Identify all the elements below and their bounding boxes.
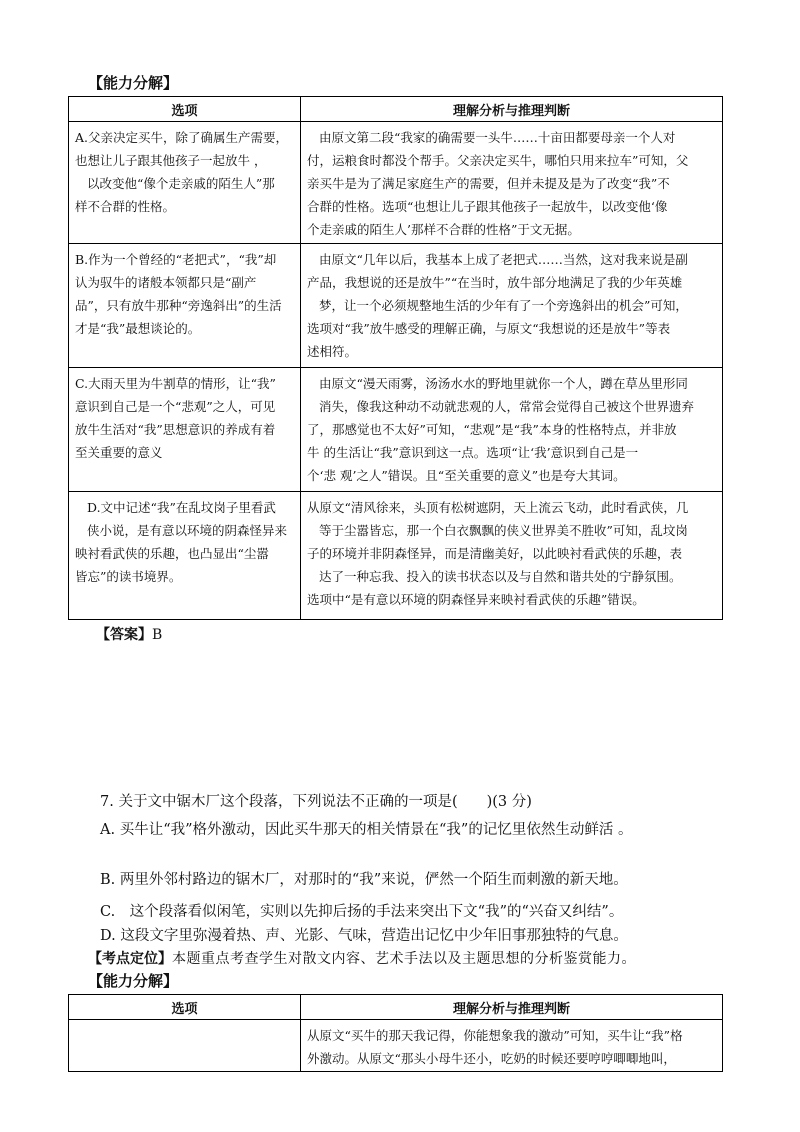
focus-line <box>88 948 636 968</box>
option-line: 至关重要的意义 <box>75 445 163 460</box>
table-row <box>69 122 723 244</box>
table-row <box>69 368 723 492</box>
analysis-line: 合群的性格。选项“也想让儿子跟其他孩子一起放牛，以改变他‘像 <box>307 199 668 214</box>
analysis-table-1 <box>68 96 723 620</box>
option-line: 样不合群的性格。 <box>75 199 176 214</box>
question-stem: 7. 关于文中锯木厂这个段落，下列说法不正确的一项是( )(3 分) <box>100 794 532 810</box>
analysis-line: 选项中“是有意以环境的阴森怪异来映衬看武侠的乐趣”错误。 <box>307 592 645 607</box>
col-header-option: 选项 <box>69 995 301 1020</box>
focus-label: 【考点定位】 <box>88 951 172 967</box>
option-empty <box>69 1020 300 1024</box>
option-line: D.文中记述“我”在乱坟岗子里看武 <box>87 500 276 515</box>
analysis-line: 从原文“清风徐来，头顶有松树遮阴，天上流云飞动，此时看武侠，几 <box>307 500 689 515</box>
analysis-line: 述相符。 <box>307 344 358 359</box>
option-line: 映衬看武侠的乐趣，也凸显出“尘嚣 <box>75 546 269 561</box>
col-header-analysis: 理解分析与推理判断 <box>301 97 723 122</box>
option-line: 认为驭牛的诸般本领都只是“副产 <box>75 275 257 290</box>
analysis-b <box>301 244 722 363</box>
option-line: 侠小说，是有意以环境的阴森怪异来 <box>87 523 288 538</box>
analysis-line: 等于尘嚣皆忘，那一个白衣飘飘的侠义世界美不胜收”可知，乱坟岗 <box>319 523 688 538</box>
analysis-line: 由原文“几年以后，我基本上成了老把式……当然，这对我来说是副 <box>319 252 688 267</box>
section-heading-2: 【能力分解】 <box>88 972 179 990</box>
analysis-line: 个‘悲 观’之人”错误。且“至关重要的意义”也是夸大其词。 <box>307 468 626 483</box>
table-row <box>69 1020 723 1072</box>
option-b <box>69 244 300 340</box>
analysis-line: 梦，让一个必须规整地生活的少年有了一个旁逸斜出的机会”可知， <box>319 298 688 313</box>
table-header-row <box>69 995 723 1020</box>
analysis-line: 消失，像我这种动不动就悲观的人，常常会觉得自己被这个世界遗弃 <box>319 399 695 414</box>
analysis-line: 子的环境并非阴森怪异，而是清幽美好，以此映衬看武侠的乐趣，表 <box>307 546 683 561</box>
analysis-a <box>301 122 722 241</box>
answer-label: 【答案】 <box>96 627 152 643</box>
choice-a: A. 买牛让“我”格外激动，因此买牛那天的相关情景在“我”的记忆里依然生动鲜活 。 <box>100 822 633 838</box>
answer-value: B <box>152 627 163 643</box>
option-line: B.作为一个曾经的“老把式”，“我”却 <box>75 252 277 267</box>
analysis-line: 外激动。从原文“那头小母牛还小，吃奶的时候还要哼哼唧唧地叫， <box>307 1051 676 1066</box>
analysis-line: 付，运粮食时都没个帮手。父亲决定买牛，哪怕只用来拉车”可知，父 <box>307 153 689 168</box>
analysis-table-2 <box>68 994 723 1072</box>
analysis-d <box>301 492 722 611</box>
option-line: C.大雨天里为牛割草的情形，让“我” <box>75 376 276 391</box>
section-heading-1: 【能力分解】 <box>88 74 179 92</box>
analysis-a <box>301 1020 722 1070</box>
option-a <box>69 122 300 218</box>
table-row <box>69 492 723 620</box>
option-line: 也想让儿子跟其他孩子一起放牛 ， <box>75 153 267 168</box>
col-header-analysis: 理解分析与推理判断 <box>301 995 723 1020</box>
analysis-line: 产品，我想说的还是放牛”“在当时，放牛部分地满足了我的少年英雄 <box>307 275 683 290</box>
option-line: 皆忘”的读书境界。 <box>75 569 182 584</box>
option-line: 品”，只有放牛那种“旁逸斜出”的生活 <box>75 298 282 313</box>
analysis-line: 亲买牛是为了满足家庭生产的需要，但并未提及是为了改变“我”不 <box>307 176 670 191</box>
option-line: A.父亲决定买牛，除了确属生产需要， <box>75 130 289 145</box>
option-line: 才是“我”最想谈论的。 <box>75 321 201 336</box>
choice-b: B. 两里外邻村路边的锯木厂，对那时的“我”来说，俨然一个陌生而刺激的新天地。 <box>100 872 628 888</box>
option-c <box>69 368 300 464</box>
analysis-line: 了，那感觉也不太好”可知，“悲观”是“我”本身的性格特点，并非放 <box>307 422 677 437</box>
analysis-line: 由原文第二段“我家的确需要一头牛……十亩田都要母亲一个人对 <box>319 130 676 145</box>
choice-d: D. 这段文字里弥漫着热、声、光影、气味，营造出记忆中少年旧事那独特的气息。 <box>100 928 628 944</box>
analysis-line: 达了一种忘我、投入的读书状态以及与自然和谐共处的宁静氛围。 <box>319 569 682 584</box>
option-line: 放牛生活对“我”思想意识的养成有着 <box>75 422 276 437</box>
analysis-line: 从原文“买牛的那天我记得，你能想象我的激动”可知，买牛让“我”格 <box>307 1028 683 1043</box>
table-header-row <box>69 97 723 122</box>
col-header-option: 选项 <box>69 97 301 122</box>
analysis-line: 由原文“漫天雨雾，汤汤水水的野地里就你一个人，蹲在草丛里形同 <box>319 376 688 391</box>
analysis-c <box>301 368 722 487</box>
table-row <box>69 244 723 368</box>
option-line: 意识到自己是一个“悲观”之人，可见 <box>75 399 276 414</box>
focus-text: 本题重点考查学生对散文内容、艺术手法以及主题思想的分析鉴赏能力。 <box>172 951 636 967</box>
option-d <box>69 492 300 588</box>
analysis-line: 个走亲戚的陌生人’那样不合群的性格”于文无据。 <box>307 222 580 237</box>
answer-line <box>96 624 162 644</box>
analysis-line: 选项对“我”放牛感受的理解正确，与原文“我想说的还是放牛”等表 <box>307 321 671 336</box>
analysis-line: 牛 的生活让“我”意识到这一点。选项“让‘我’意识到自己是一 <box>307 445 639 460</box>
choice-c: C. 这个段落看似闲笔，实则以先抑后扬的手法来突出下文“我”的“兴奋又纠结”。 <box>100 904 624 920</box>
option-line: 以改变他“像个走亲戚的陌生人”那 <box>87 176 275 191</box>
